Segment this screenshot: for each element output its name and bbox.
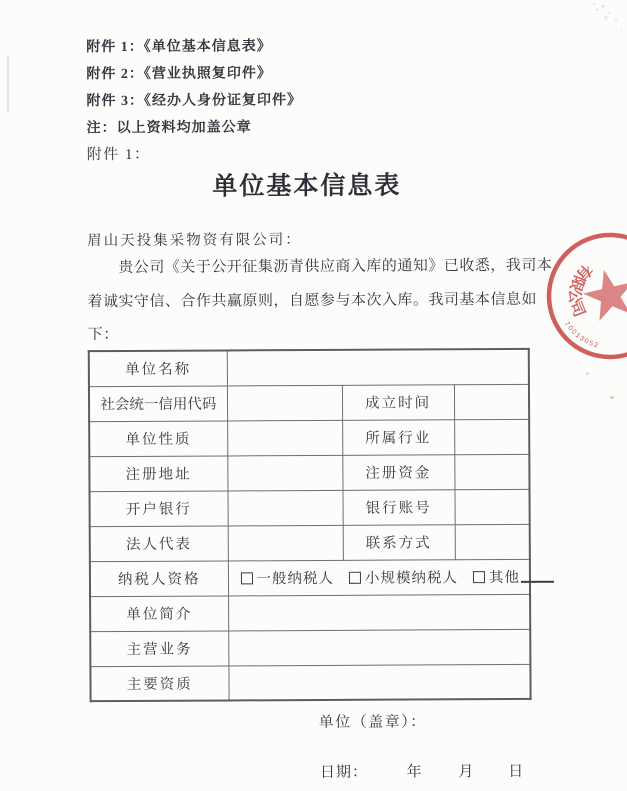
date-day-label: 日 — [508, 763, 525, 780]
table-row — [89, 349, 529, 386]
option-label: 其他 — [488, 569, 520, 587]
seal-arc-text: 有限公司 — [565, 260, 596, 320]
attachment-heading: 附件 1： — [86, 146, 151, 164]
unit-seal-text: 单位（盖章）： — [318, 714, 427, 731]
field-label-taxpayer-status: 纳税人资格 — [90, 560, 228, 596]
field-label-industry: 所属行业 — [342, 419, 454, 455]
field-label-legal-representative: 法人代表 — [90, 525, 228, 561]
checkbox-icon — [473, 571, 485, 583]
field-value — [227, 349, 529, 386]
field-value — [228, 629, 530, 666]
svg-text:70013052 — [563, 321, 600, 350]
field-label-unit-name: 单位名称 — [89, 350, 227, 386]
option-general-taxpayer — [240, 567, 334, 588]
field-value — [455, 524, 530, 559]
table-row — [89, 419, 529, 456]
field-label-unit-profile: 单位简介 — [90, 595, 228, 631]
body-line: 着诚实守信、合作共赢原则，自愿参与本次入库。我司基本信息如 — [87, 291, 538, 310]
attachment-item-3: 附件 3：《经办人身份证复印件》 — [86, 93, 302, 110]
body-paragraph — [87, 250, 553, 353]
body-line: 贵公司《关于公开征集沥青供应商入库的通知》已收悉，我司本 — [118, 257, 553, 277]
checkbox-icon — [349, 571, 361, 583]
field-value — [454, 454, 529, 489]
field-label-credit-code: 社会统一信用代码 — [89, 385, 227, 421]
attachment-item-2: 附件 2：《营业执照复印件》 — [86, 66, 272, 83]
seal-serial-number: 70013052 — [562, 320, 601, 350]
attachment-note: 注：以上资料均加盖公章 — [86, 120, 252, 137]
date-year-label: 年 — [406, 764, 423, 781]
attachment-item-1: 附件 1：《单位基本信息表》 — [86, 39, 272, 56]
signature-unit-seal-label — [319, 710, 427, 732]
table-row — [90, 524, 530, 561]
svg-text:有限公司 — [566, 261, 596, 320]
taxpayer-options-cell — [228, 559, 530, 596]
page-title: 单位基本信息表 — [212, 171, 402, 201]
fill-in-blank-line — [521, 570, 554, 583]
field-value — [228, 664, 530, 701]
company-seal-stamp — [540, 226, 627, 386]
table-row — [90, 594, 530, 631]
table-row-taxpayer — [90, 559, 530, 596]
field-value — [454, 419, 529, 454]
field-label-founding-date: 成立时间 — [342, 384, 454, 420]
field-label-bank-account: 银行账号 — [342, 489, 454, 525]
table-row — [89, 384, 529, 421]
date-line — [320, 760, 524, 782]
field-label-unit-type: 单位性质 — [89, 420, 227, 456]
info-table — [88, 348, 532, 702]
field-label-registered-address: 注册地址 — [89, 455, 227, 491]
salutation: 眉山天投集采物资有限公司： — [87, 232, 302, 250]
field-value — [227, 385, 342, 421]
option-other — [473, 566, 554, 587]
field-value — [227, 490, 342, 526]
field-label-main-qualifications: 主要资质 — [90, 665, 228, 701]
checkbox-icon — [240, 572, 252, 584]
field-label-contact: 联系方式 — [343, 524, 455, 560]
field-value — [228, 525, 343, 561]
field-value — [227, 455, 342, 491]
field-label-bank: 开户银行 — [89, 490, 227, 526]
field-value — [454, 489, 529, 524]
body-line: 下： — [87, 327, 119, 344]
option-label: 一般纳税人 — [256, 570, 335, 588]
option-small-scale-taxpayer — [349, 566, 458, 588]
table-row — [89, 489, 529, 526]
field-label-main-business: 主营业务 — [90, 630, 228, 666]
attachment-list — [86, 33, 302, 169]
option-label: 小规模纳税人 — [364, 570, 459, 587]
field-value — [227, 420, 342, 456]
field-label-registered-capital: 注册资金 — [342, 454, 454, 490]
table-row — [90, 664, 530, 701]
date-month-label: 月 — [458, 764, 475, 781]
table-row — [90, 629, 530, 666]
field-value — [228, 594, 530, 631]
date-label: 日期： — [319, 764, 369, 781]
table-row — [89, 454, 529, 491]
field-value — [454, 384, 529, 419]
